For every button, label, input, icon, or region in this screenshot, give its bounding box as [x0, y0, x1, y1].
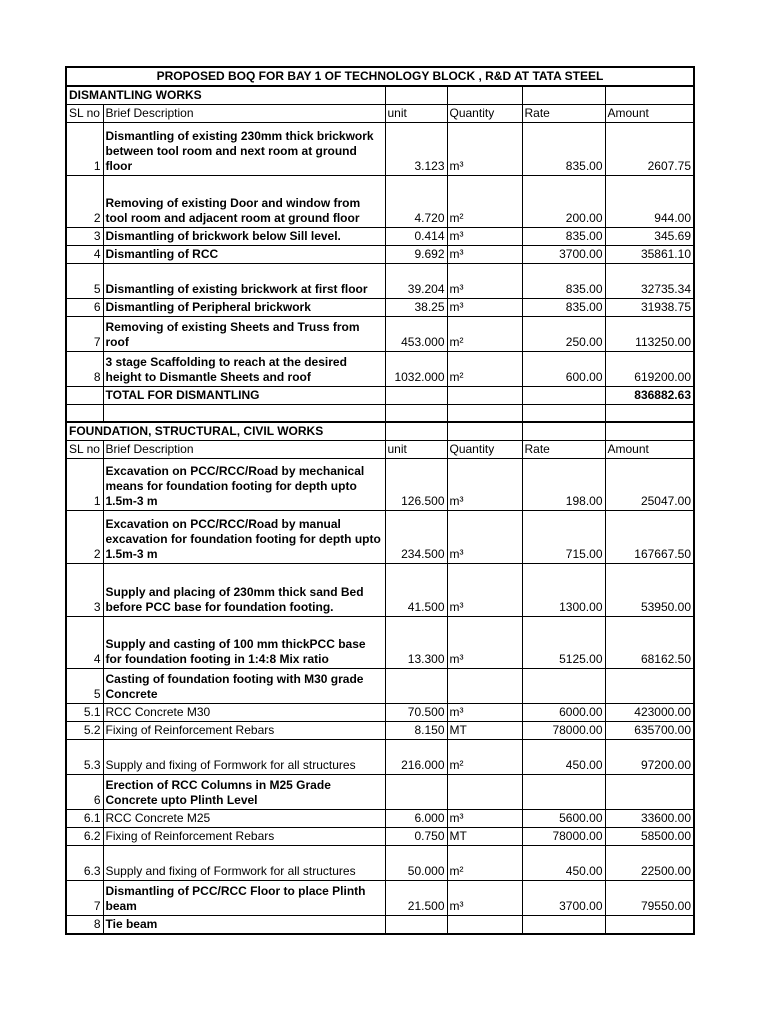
table-row: 7 Dismantling of PCC/RCC Floor to place Plinth beam 21.500 m³ 3700.00 79550.00 — [66, 880, 694, 915]
table-row: 6 Dismantling of Peripheral brickwork 38.25 m³ 835.00 31938.75 — [66, 299, 694, 317]
table-row: 8 Tie beam — [66, 915, 694, 934]
header-unit: unit — [385, 105, 447, 123]
total-amount: 836882.63 — [605, 387, 694, 405]
table-row: 6.3 Supply and fixing of Formwork for all structures 50.000 m² 450.00 22500.00 — [66, 845, 694, 880]
table-row: 6.1 RCC Concrete M25 6.000 m³ 5600.00 33600.00 — [66, 809, 694, 827]
table-row: 5 Casting of foundation footing with M30 grade Concrete — [66, 668, 694, 703]
total-label: TOTAL FOR DISMANTLING — [103, 387, 385, 405]
header-amount: Amount — [605, 105, 694, 123]
table-row: 6.2 Fixing of Reinforcement Rebars 0.750 MT 78000.00 58500.00 — [66, 827, 694, 845]
table-row: 4 Dismantling of RCC 9.692 m³ 3700.00 35861.10 — [66, 246, 694, 264]
table-row: 4 Supply and casting of 100 mm thickPCC base for foundation footing in 1:4:8 Mix ratio 13.300 m³ 5125.00 68162.50 — [66, 616, 694, 668]
header-desc: Brief Description — [103, 440, 385, 458]
table-row: 7 Removing of existing Sheets and Truss from roof 453.000 m² 250.00 113250.00 — [66, 317, 694, 352]
section-heading-dismantling: DISMANTLING WORKS — [66, 86, 385, 105]
header-desc: Brief Description — [103, 105, 385, 123]
header-qty: Quantity — [447, 105, 522, 123]
table-row: 5.3 Supply and fixing of Formwork for all structures 216.000 m² 450.00 97200.00 — [66, 739, 694, 774]
header-rate: Rate — [522, 440, 605, 458]
table-title: PROPOSED BOQ FOR BAY 1 OF TECHNOLOGY BLOCK , R&D AT TATA STEEL — [66, 67, 694, 86]
table-row: 1 Dismantling of existing 230mm thick brickwork between tool room and next room at ground floor 3.123 m³ 835.00 2607.75 — [66, 123, 694, 176]
header-sl: SL no — [66, 105, 103, 123]
table-row: 5.1 RCC Concrete M30 70.500 m³ 6000.00 423000.00 — [66, 703, 694, 721]
table-row: 8 3 stage Scaffolding to reach at the desired height to Dismantle Sheets and roof 1032.000 m² 600.00 619200.00 — [66, 352, 694, 387]
section-heading-foundation: FOUNDATION, STRUCTURAL, CIVIL WORKS — [66, 422, 385, 441]
header-qty: Quantity — [447, 440, 522, 458]
table-row: 2 Excavation on PCC/RCC/Road by manual excavation for foundation footing for depth upto 1.5m-3 m 234.500 m³ 715.00 167667.50 — [66, 510, 694, 563]
total-row — [66, 387, 694, 405]
header-unit: unit — [385, 440, 447, 458]
table-row: 6 Erection of RCC Columns in M25 Grade Concrete upto Plinth Level — [66, 774, 694, 809]
table-row: 1 Excavation on PCC/RCC/Road by mechanical means for foundation footing for depth upto 1.5m-3 m 126.500 m³ 198.00 25047.00 — [66, 458, 694, 510]
table-row: 3 Supply and placing of 230mm thick sand Bed before PCC base for foundation footing. 41.500 m³ 1300.00 53950.00 — [66, 563, 694, 616]
table-row: 3 Dismantling of brickwork below Sill level. 0.414 m³ 835.00 345.69 — [66, 228, 694, 246]
header-sl: SL no — [66, 440, 103, 458]
table-row: 5 Dismantling of existing brickwork at first floor 39.204 m³ 835.00 32735.34 — [66, 264, 694, 299]
header-amount: Amount — [605, 440, 694, 458]
table-row: 5.2 Fixing of Reinforcement Rebars 8.150 MT 78000.00 635700.00 — [66, 721, 694, 739]
header-rate: Rate — [522, 105, 605, 123]
boq-table — [65, 66, 695, 935]
table-row: 2 Removing of existing Door and window from tool room and adjacent room at ground floor 4.720 m² 200.00 944.00 — [66, 176, 694, 228]
